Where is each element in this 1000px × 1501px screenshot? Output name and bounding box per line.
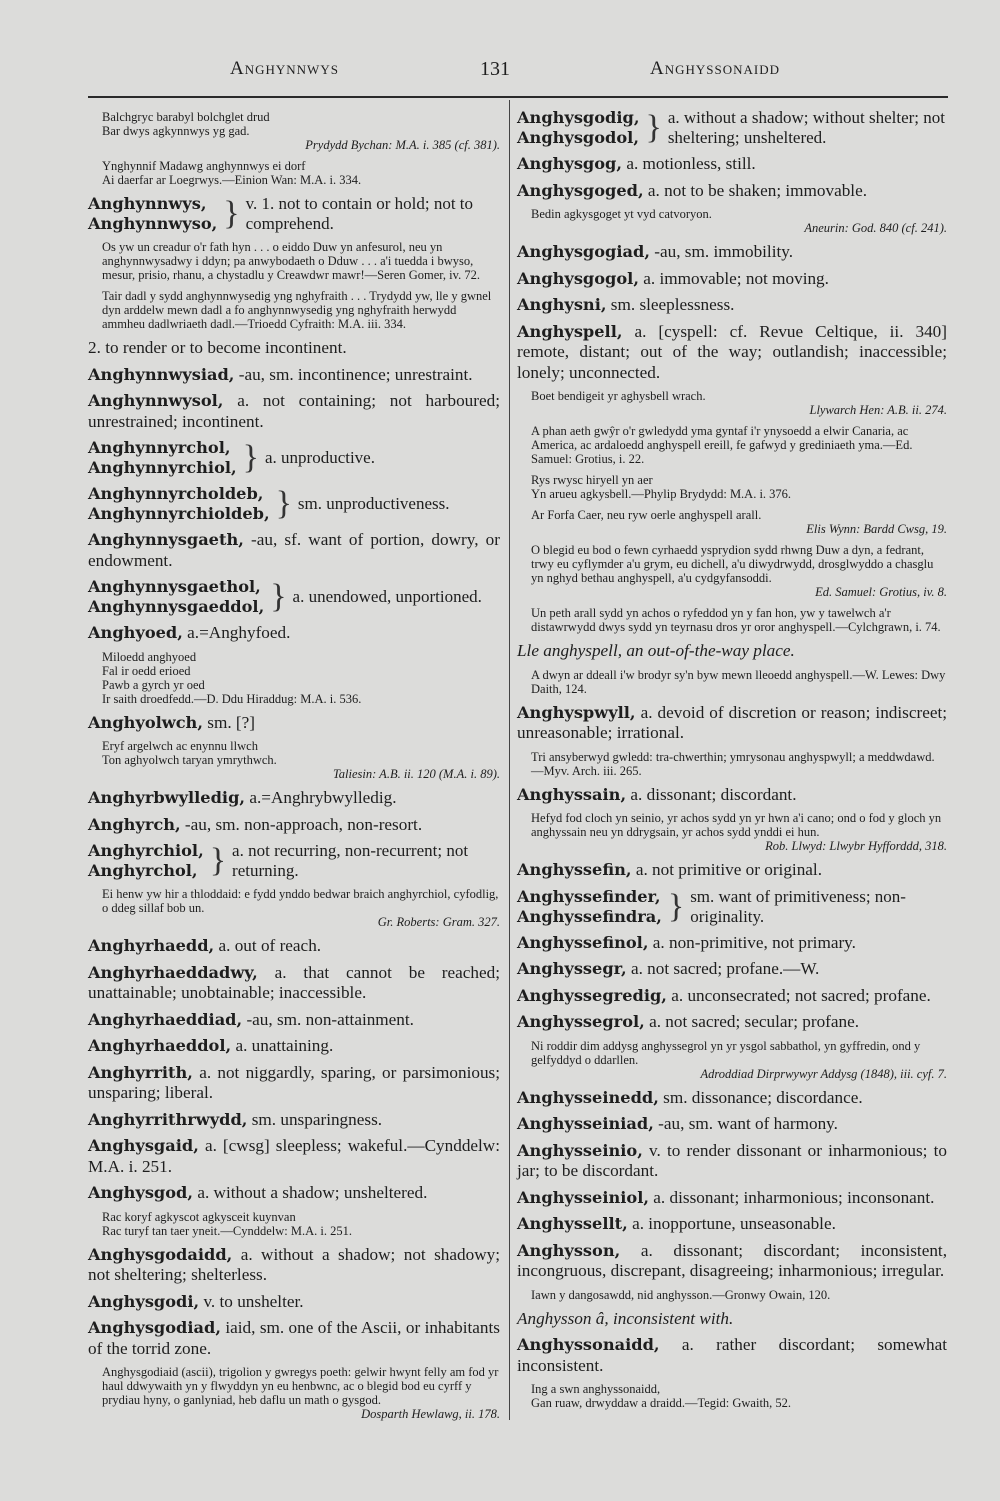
citation [531,508,947,536]
headword: Anghysgodol, [517,128,639,147]
citation: Ing a swn anghyssonaidd, Gan ruaw, drwyddaw a draidd.—Tegid: Gwaith, 52. [531,1382,792,1410]
entry [88,365,500,386]
right-column [517,108,947,1417]
citation [531,543,947,599]
entry [517,1335,947,1376]
headword: Anghynnyrchioldeb, [88,504,270,523]
definition: a. without a shadow; not shadowy; not sheltering; shelterless. [88,1244,501,1284]
definition: v. to render dissonant or inharmonious; to jar; to be discordant. [517,1140,947,1180]
entry [517,1088,947,1109]
citation: A phan aeth gwŷr o'r gwledydd yma gyntaf i'r ynysoedd a elwir Canaria, ac America, ac ardaloedd anghyspell ereill, fe gafwyd y grediniaeth yma.—Ed. Samuel: Grotius, i. 22. [531,424,913,466]
entry [88,713,500,734]
headword: Anghyrhaeddadwy, [88,962,258,982]
entry [517,933,947,954]
definition: a. motionless, still. [626,154,756,173]
entry [517,959,947,980]
headword: Anghynnyrchol, [88,438,231,457]
citation: Balchgryc barabyl bolchglet drud Bar dwys agkynnwys yg gad. [102,110,270,138]
entry [517,269,947,290]
definition: a. not niggardly, sparing, or parsimonious; unsparing; liberal. [88,1062,501,1102]
citation [102,887,500,929]
page-number: 131 [480,58,510,80]
definition: v. to unshelter. [203,1291,304,1311]
headword: Anghyssegr, [517,959,627,978]
citation-text: Eryf argelwch ac enynnu llwch Ton aghyolwch taryan ymrythwch. [102,739,277,767]
headword: Anghyolwch, [88,712,203,732]
headword: Anghysseinio, [517,1140,643,1160]
running-head [90,58,910,88]
definition: a. not sacred; profane.—W. [630,959,820,978]
entry-anghynnwys [88,194,500,234]
headword: Anghyspwyll, [517,702,636,722]
headword: Anghyssefinol, [517,932,649,952]
definition: -au, sm. non-attainment. [246,1009,414,1029]
entry-pair [88,438,500,478]
entry [517,322,947,384]
headword: Anghynnwys, [88,194,207,213]
headword: Anghysgodig, [517,108,640,127]
running-head-right: Anghyssonaidd [650,58,781,79]
definition: v. 1. not to contain or hold; not to comprehend. [245,194,474,233]
entry-pair [517,887,947,927]
entry [517,1141,947,1182]
definition: a. not recurring, non-recurrent; not returning. [232,841,469,880]
entry [517,242,947,263]
definition: a. not sacred; secular; profane. [649,1012,860,1031]
headword: Anghysni, [517,295,607,314]
definition: -au, sf. want of portion, dowry, or endowment. [88,530,500,570]
definition: a. inopportune, unseasonable. [632,1214,836,1233]
citation-source: Prydydd Bychan: M.A. i. 385 (cf. 381). [305,138,500,152]
headword: Anghyrrith, [88,1062,193,1082]
definition: a. not containing; not harboured; unrestrained; incontinent. [88,391,500,431]
headword: Anghyrch, [88,814,181,834]
headword: Anghyssegrol, [517,1012,645,1031]
headword: Anghysseinedd, [517,1087,659,1107]
headword: Anghysgod, [88,1183,194,1202]
headword: Anghyrbwylledig, [88,788,246,807]
headword: Anghyrchol, [88,861,198,880]
headword: Anghysgogiad, [517,242,650,261]
headword: Anghyssefinder, [517,886,661,906]
headword: Anghyssain, [517,784,627,804]
definition: a. immovable; not moving. [643,268,829,288]
definition: a. without a shadow; without shelter; not sheltering; unsheltered. [667,108,945,147]
headword: Anghyssonaidd, [517,1335,660,1354]
definition: sm. unproductiveness. [297,494,450,513]
headword: Anghyssefindra, [517,906,662,926]
entry [88,1183,500,1204]
headword: Anghynnysgaeth, [88,530,244,549]
entry [88,788,500,809]
definition: -au, sm. non-approach, non-resort. [184,814,423,834]
headword: Anghysgogol, [517,268,639,288]
citation [531,811,947,853]
headword: Anghyoed, [88,623,183,642]
definition: a.=Anghyfoed. [187,623,291,642]
citation: Os yw un creadur o'r fath hyn . . . o eiddo Duw yn anfesurol, neu yn anghynnwysadwy i ddyn; pa anwybodaeth o Dduw . . . a'i tuedda i bwyso, mesur, prisio, rhanu, a chystadlu y Creawdwr mawr!—Seren Gomer, iv. 72. [102,240,480,282]
entry [517,986,947,1007]
citation: Miloedd anghyoed Fal ir oedd erioed Pawb a gyrch yr oed Ir saith droedfedd.—D. Ddu Hiraddug: M.A. i. 536. [102,649,362,706]
headword: Anghyspell, [517,321,623,341]
headword: Anghynnysgaeddol, [88,597,265,616]
entry [517,860,947,881]
entry [88,1245,500,1286]
citation [531,1039,947,1081]
headword: Anghysgaid, [88,1136,199,1155]
column-divider [509,100,510,1420]
definition: a. unendowed, unportioned. [292,587,482,606]
definition: a. unconsecrated; not sacred; profane. [671,985,931,1005]
headword: Anghynnyrchiol, [88,458,237,477]
phrase: Anghysson â, inconsistent with. [517,1308,734,1328]
definition: a. [cyspell: cf. Revue Celtique, ii. 340] remote, distant; out of the way; outlandish; inaccessible; lonely; unconnected. [517,321,947,382]
headword: Anghynnwyso, [88,214,218,233]
headword: Anghynnysgaethol, [88,577,261,596]
headword: Anghyrrithrwydd, [88,1109,248,1129]
headword: Anghyssellt, [517,1214,628,1233]
headword: Anghynnwysol, [88,391,224,410]
citation-text: Ar Forfa Caer, neu ryw oerle anghyspell arall. [531,508,762,522]
definition: 2. to render or to become incontinent. [88,338,347,357]
entry [88,1036,500,1057]
entry-pair [88,577,500,617]
headword: Anghysseiniad, [517,1114,654,1133]
definition: a. devoid of discretion or reason; indiscreet; unreasonable; irrational. [517,702,948,742]
entry [88,1010,500,1031]
header-rule [88,96,948,98]
headword: Anghysgodi, [88,1291,200,1311]
definition: -au, sm. want of harmony. [658,1114,838,1133]
citation: Rac koryf agkyscot agkysceit kuynvan Rac turyf tan taer yneit.—Cynddelw: M.A. i. 251. [102,1209,352,1238]
brace: } [645,109,662,146]
headword: Anghysgodiad, [88,1318,221,1337]
entry [517,1241,947,1282]
brace: } [209,842,227,879]
citation [531,207,947,235]
headword: Anghynnyrcholdeb, [88,484,264,503]
headword: Anghyrhaedd, [88,936,215,955]
entry [517,1012,947,1033]
headword: Anghysgog, [517,154,623,173]
definition: a. that cannot be reached; unattainable; unobtainable; inaccessible. [88,962,501,1002]
definition: a. not primitive or original. [635,860,822,879]
entry [517,785,947,806]
citation-source: Dosparth Hewlawg, ii. 178. [361,1407,500,1421]
entry-pair [517,108,947,148]
definition: a. non-primitive, not primary. [652,932,856,952]
definition: a. [cwsg] sleepless; wakeful.—Cynddelw: M.A. i. 251. [88,1136,500,1176]
entry [88,1063,500,1104]
citation-source: Gr. Roberts: Gram. 327. [377,915,500,929]
citation: A dwyn ar ddeall i'w brodyr sy'n byw mewn lleoedd anghyspell.—W. Lewes: Dwy Daith, 124. [531,667,946,696]
citation: Tair dadl y sydd anghynnwysedig yng nghyfraith . . . Trydydd yw, lle y gwnel dyn arddelw mewn dadl a fo anghynnwysedig yng nghyfraith herwydd ammheu dadlwriaeth dadl.—Trioedd Cyfraith: M.A. iii. 334. [102,289,492,331]
citation-text: Bedin agkysgoget yt vyd catvoryon. [531,207,712,221]
entry-pair [88,484,500,524]
entry [88,623,500,644]
citation-text: Ei henw yw hir a thloddaid: e fydd ynddo bedwar braich anghyrchiol, cyfodlig, o ddeg sillaf bob un. [102,887,499,915]
entry [88,1318,500,1359]
citation [102,739,500,781]
headword: Anghysgodaidd, [88,1244,233,1264]
citation-source: Ed. Samuel: Grotius, iv. 8. [815,585,947,599]
brace: } [223,195,240,232]
definition: a. dissonant; discordant. [630,784,797,804]
definition: sm. sleeplessness. [610,295,735,314]
brace: } [275,485,292,522]
definition: a. unproductive. [264,448,375,467]
entry [517,154,947,175]
citation-source: Rob. Llwyd: Llwybr Hyfforddd, 318. [765,839,947,853]
definition: a. rather discordant; somewhat inconsistent. [517,1335,948,1375]
citation-source: Llywarch Hen: A.B. ii. 274. [809,403,947,417]
citation-text: Hefyd fod cloch yn seinio, yr achos sydd yn yr hwn a'i cano; ond o fod y gloch yn anghyssain neu yn ddrygsain, yr achos sydd ynddi ei hun. [531,811,942,839]
citation: Tri ansyberwyd gwledd: tra-chwerthin; ymrysonau anghyspwyll; a meddwdawd.—Myv. Arch. iii. 265. [531,749,935,778]
entry [517,703,947,744]
definition: a.=Anghrybwylledig. [249,788,397,807]
entry [517,181,947,202]
definition: sm. unsparingness. [251,1109,383,1129]
headword: Anghyrhaeddol, [88,1036,232,1055]
headword: Anghyssefin, [517,860,632,879]
headword: Anghysseiniol, [517,1187,649,1207]
entry [88,1110,500,1131]
citation-text: Ni roddir dim addysg anghyssegrol yn yr ysgol sabbathol, yn gyffredin, ond y gelfyddyd o ddarllen. [531,1038,921,1067]
left-column [88,108,500,1428]
citation [531,389,947,417]
citation: Un peth arall sydd yn achos o ryfeddod yn y fan hon, yw y tawelwch a'r distawrwydd dwys sydd yn teyrnasu dros yr oror anghyspell.—Cylchgrawn, i. 74. [531,606,941,634]
headword: Anghysson, [517,1240,621,1260]
definition: sm. dissonance; discordance. [663,1087,863,1107]
headword: Anghysgoged, [517,180,644,200]
definition: sm. [?] [207,712,255,732]
entry [88,1136,500,1177]
phrase: Lle anghyspell, an out-of-the-way place. [517,641,795,660]
entry [517,295,947,316]
headword: Anghyrhaeddiad, [88,1009,243,1029]
definition: -au, sm. incontinence; unrestraint. [238,364,473,384]
definition: iaid, sm. one of the Ascii, or inhabitants of the torrid zone. [88,1318,500,1358]
citation-source: Adroddiad Dirprwywyr Addysg (1848), iii. cyf. 7. [700,1066,947,1081]
entry [88,530,500,571]
brace: } [242,439,259,476]
entry [517,1214,947,1235]
citation-text: O blegid eu bod o fewn cyrhaedd ysprydion sydd rhwng Duw a dyn, a fedrant, trwy eu cyflymder a'u grym, eu dichell, a'u diwydrwydd, drosglwyddo a chasglu yn nghyd bethau anghyspell, a'u cydgyfansoddi. [531,543,934,585]
citation-text: Anghysgodiaid (ascii), trigolion y gwregys poeth: gelwir hwynt felly am fod yr haul ddwywaith yn y flwyddyn yn eu henbwnc, ac o blegid bod eu cyrff y prydiau hyny, o ganlyniad, heb daflu un math o gysgod. [102,1365,499,1407]
definition: a. dissonant; discordant; inconsistent, incongruous, discrepant, disagreeing; inharmonious; irregular. [517,1240,947,1280]
citation-source: Elis Wynn: Bardd Cwsg, 19. [806,522,947,536]
citation: Ynghynnif Madawg anghynnwys ei dorf Ai daerfar ar Loegrwys.—Einion Wan: M.A. i. 334. [102,159,362,187]
definition: a. out of reach. [218,936,322,955]
entry [517,1188,947,1209]
headword: Anghyrchiol, [88,841,204,860]
definition: sm. want of primitiveness; non-originality. [690,886,906,926]
citation: Rys rwysc hiryell yn aer Yn arueu agkysbell.—Phylip Brydydd: M.A. i. 376. [531,473,792,501]
entry [88,391,500,432]
definition: a. without a shadow; unsheltered. [197,1183,428,1202]
entry [88,815,500,836]
definition: a. not to be shaken; immovable. [647,180,868,200]
entry [88,1292,500,1313]
definition: a. dissonant; inharmonious; inconsonant. [653,1187,935,1207]
entry [88,963,500,1004]
running-head-left: Anghynnwys [230,58,339,79]
headword: Anghyssegredig, [517,985,667,1005]
citation: Iawn y dangosawdd, nid anghysson.—Gronwy Owain, 120. [531,1287,831,1302]
brace: } [667,887,685,925]
citation-source: Aneurin: God. 840 (cf. 241). [804,221,947,235]
headword: Anghynnwysiad, [88,364,235,384]
entry [517,1114,947,1135]
entry-pair [88,841,500,881]
definition: a. unattaining. [235,1036,334,1055]
definition: -au, sm. immobility. [654,242,794,261]
citation-text: Boet bendigeit yr aghysbell wrach. [531,389,706,403]
citation [102,1365,500,1421]
entry [88,936,500,957]
brace: } [270,578,287,615]
citation-source: Taliesin: A.B. ii. 120 (M.A. i. 89). [332,767,500,781]
